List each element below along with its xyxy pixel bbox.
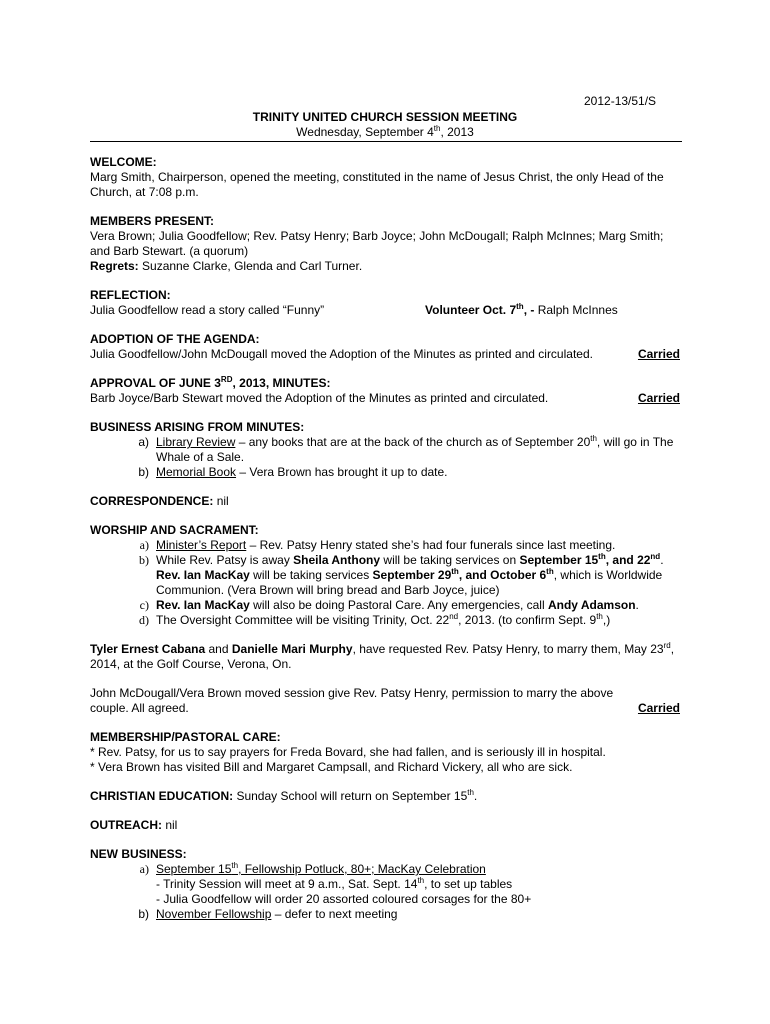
- list-item: a) September 15th, Fellowship Potluck, 80+; MacKay Celebration - Trinity Session will meet at 9 a.m., Sat. Sept. 14th, to set up tables - Julia Goodfellow will order 20 assorted coloured corsages for the 80+: [139, 861, 532, 906]
- business-arising-heading: BUSINESS ARISING FROM MINUTES:: [90, 420, 305, 434]
- agenda-heading: ADOPTION OF THE AGENDA:: [90, 332, 260, 346]
- reflection-heading: REFLECTION:: [90, 288, 171, 302]
- members-section: [90, 214, 680, 274]
- list-item: a) Minister’s Report – Rev. Patsy Henry stated she’s had four funerals since last meeting.: [139, 538, 616, 552]
- outreach-heading: OUTREACH:: [90, 818, 162, 832]
- education-heading: CHRISTIAN EDUCATION:: [90, 789, 234, 803]
- june-minutes-section: [90, 376, 680, 406]
- worship-section: [90, 523, 680, 628]
- outreach-section: OUTREACH: nil: [90, 818, 178, 832]
- list-item: d) The Oversight Committee will be visiting Trinity, Oct. 22nd, 2013. (to confirm Sept. 9th,): [139, 612, 611, 627]
- new-business-heading: NEW BUSINESS:: [90, 847, 187, 861]
- meeting-date: Wednesday, September 4th, 2013: [296, 124, 474, 139]
- pastoral-heading: MEMBERSHIP/PASTORAL CARE:: [90, 730, 281, 744]
- regrets-line: Regrets: Suzanne Clarke, Glenda and Carl Turner.: [90, 259, 363, 273]
- list-item: b) While Rev. Patsy is away Sheila Anthony will be taking services on September 15th, and 22nd. Rev. Ian MacKay will be taking services September 29th, and October 6th, which is Worldwide Communion. (Vera Brown will bring bread and Barb Joyce, juice): [139, 552, 664, 597]
- minutes-body: [90, 155, 680, 936]
- list-item: c) Rev. Ian MacKay will also be doing Pastoral Care. Any emergencies, call Andy Adamson.: [139, 598, 639, 612]
- members-heading: MEMBERS PRESENT:: [90, 214, 215, 228]
- june-minutes-motion: Barb Joyce/Barb Stewart moved the Adoption of the Minutes as printed and circulated. Carried: [90, 391, 680, 405]
- marriage-request: Tyler Ernest Cabana and Danielle Mari Murphy, have requested Rev. Patsy Henry, to marry them, May 23rd, 2014, at the Golf Course, Verona, On.: [90, 641, 675, 671]
- agenda-section: [90, 332, 680, 362]
- list-item: * Rev. Patsy, for us to say prayers for Freda Bovard, she had fallen, and is seriously ill in hospital.: [90, 745, 606, 759]
- welcome-heading: WELCOME:: [90, 155, 157, 169]
- pastoral-section: [90, 730, 680, 775]
- june-minutes-heading: APPROVAL OF JUNE 3RD, 2013, MINUTES:: [90, 375, 331, 390]
- list-item: b) November Fellowship – defer to next meeting: [138, 907, 398, 921]
- carried-label: Carried: [637, 391, 680, 405]
- list-item: * Vera Brown has visited Bill and Margaret Campsall, and Richard Vickery, all who are sick.: [90, 760, 573, 774]
- list-item: b) Memorial Book – Vera Brown has brought it up to date.: [138, 465, 448, 479]
- new-business-section: [90, 847, 680, 922]
- marriage-motion: John McDougall/Vera Brown moved session give Rev. Patsy Henry, permission to marry the above couple. All agreed. Carried: [90, 686, 680, 715]
- header-divider: [90, 141, 682, 142]
- correspondence-section: CORRESPONDENCE: nil: [90, 494, 229, 508]
- education-section: CHRISTIAN EDUCATION: Sunday School will return on September 15th.: [90, 788, 478, 803]
- welcome-section: [90, 155, 680, 200]
- correspondence-heading: CORRESPONDENCE:: [90, 494, 214, 508]
- reflection-line: Julia Goodfellow read a story called “Funny” Volunteer Oct. 7th, - Ralph McInnes: [90, 302, 618, 317]
- carried-label: Carried: [637, 347, 680, 361]
- welcome-text: Marg Smith, Chairperson, opened the meeting, constituted in the name of Jesus Christ, the only Head of the Church, at 7:08 p.m.: [90, 170, 664, 199]
- document-title: TRINITY UNITED CHURCH SESSION MEETING: [252, 110, 518, 124]
- business-arising-section: [90, 420, 680, 480]
- document-reference: 2012-13/51/S: [584, 94, 657, 108]
- agenda-motion: Julia Goodfellow/John McDougall moved the Adoption of the Minutes as printed and circulated. Carried: [90, 347, 680, 361]
- members-text: Vera Brown; Julia Goodfellow; Rev. Patsy Henry; Barb Joyce; John McDougall; Ralph McInnes; Marg Smith; and Barb Stewart. (a quorum): [90, 229, 664, 258]
- list-item: a) Library Review – any books that are at the back of the church as of September 20th, will go in The Whale of a Sale.: [138, 434, 674, 464]
- worship-heading: WORSHIP AND SACRAMENT:: [90, 523, 259, 537]
- carried-label: Carried: [637, 701, 680, 715]
- reflection-section: [90, 288, 680, 318]
